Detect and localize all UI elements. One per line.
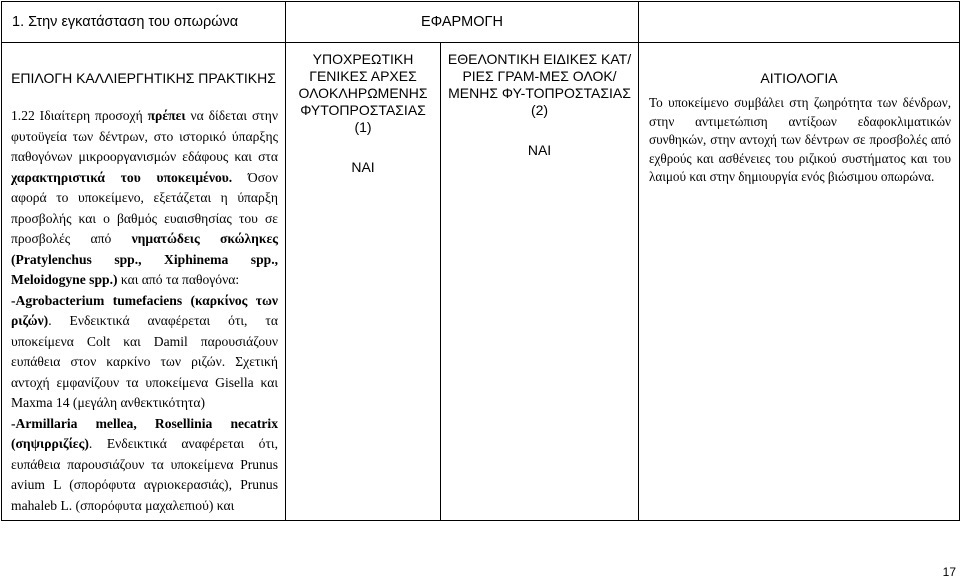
text-span: να δίδεται στην φυτοϋγεία των δέντρων, στο ιστορικό ύπαρξης παθογόνων μικροοργανισμών εδάφους και στα (11, 108, 278, 164)
header-empty-cell (639, 2, 960, 43)
text-span: και από τα παθογόνα: (117, 272, 240, 287)
practice-description (2, 87, 285, 516)
mandatory-cell (286, 43, 441, 521)
mandatory-column-title: ΥΠΟΧΡΕΩΤΙΚΗ ΓΕΝΙΚΕΣ ΑΡΧΕΣ ΟΛΟΚΛΗΡΩΜΕΝΗΣ ΦΥΤΟΠΡΟΣΤΑΣΙΑΣ (1) (298, 51, 428, 135)
justification-column-title: ΑΙΤΙΟΛΟΓΙΑ (760, 70, 838, 86)
text-span: Όσον αφορά το υποκείμενο, εξετάζεται η ύπαρξη προσβολής και ο βαθμός ευαισθησίας του σε προσβολές από (11, 169, 278, 246)
bold-text: -Armillaria mellea, Rosellinia necatrix (σηψιρριζίες) (11, 415, 278, 451)
page-number: 17 (942, 565, 956, 579)
voluntary-cell (441, 43, 639, 521)
section-title: 1. Στην εγκατάσταση του οπωρώνα (2, 2, 286, 43)
bold-text: πρέπει (147, 108, 186, 123)
application-header: ΕΦΑΡΜΟΓΗ (286, 2, 639, 43)
voluntary-column-title: ΕΘΕΛΟΝΤΙΚΗ ΕΙΔΙΚΕΣ ΚΑΤ/ΡΙΕΣ ΓΡΑΜ-ΜΕΣ ΟΛΟΚ/ΜΕΝΗΣ ΦΥ-ΤΟΠΡΟΣΤΑΣΙΑΣ (2) (447, 51, 632, 118)
text-span: . Ενδεικτικά αναφέρεται ότι, τα υποκείμενα Colt και Damil παρουσιάζουν ευπάθεια στον καρκίνο των ριζών. Σχετική αντοχή εμφανίζουν τα υποκείμενα Gisella και Maxma 14 (μεγάλη ανθεκτικότητα) (11, 313, 278, 410)
justification-text: Το υποκείμενο συμβάλει στη ζωηρότητα των δένδρων, στην αντιμετώπιση αντίξοων εδαφοκλιματικών συνθηκών, στην αντοχή των δέντρων σε προσβολές από εχθρούς και ασθένειες του ριζικού συστήματος και του λαιμού και στην δημιουργία ενός βιώσιμου οπωρώνα. (649, 95, 952, 184)
bold-text: χαρακτηριστικά του υποκειμένου. (11, 169, 233, 185)
practice-cell (2, 43, 286, 521)
bold-text: νηματώδεις σκώληκες (Pratylenchus spp., Xiphinema spp., Meloidogyne spp.) (11, 231, 278, 287)
document-table (1, 1, 960, 521)
justification-cell (639, 43, 960, 521)
voluntary-value: ΝΑΙ (527, 142, 552, 158)
bold-text: -Agrobacterium tumefaciens (καρκίνος των ριζών) (11, 292, 278, 328)
text-span: 1.22 Ιδιαίτερη προσοχή (11, 108, 148, 123)
text-span: . Ενδεικτικά αναφέρεται ότι, ευπάθεια παρουσιάζουν τα υποκείμενα Prunus avium L (σπορόφυτα αγριοκερασιάς), Prunus mahaleb L. (σπορόφυτα μαχαλεπιού) και (11, 436, 278, 513)
practice-column-title: ΕΠΙΛΟΓΗ ΚΑΛΛΙΕΡΓΗΤΙΚΗΣ ΠΡΑΚΤΙΚΗΣ (11, 70, 276, 86)
mandatory-value: ΝΑΙ (351, 159, 375, 175)
